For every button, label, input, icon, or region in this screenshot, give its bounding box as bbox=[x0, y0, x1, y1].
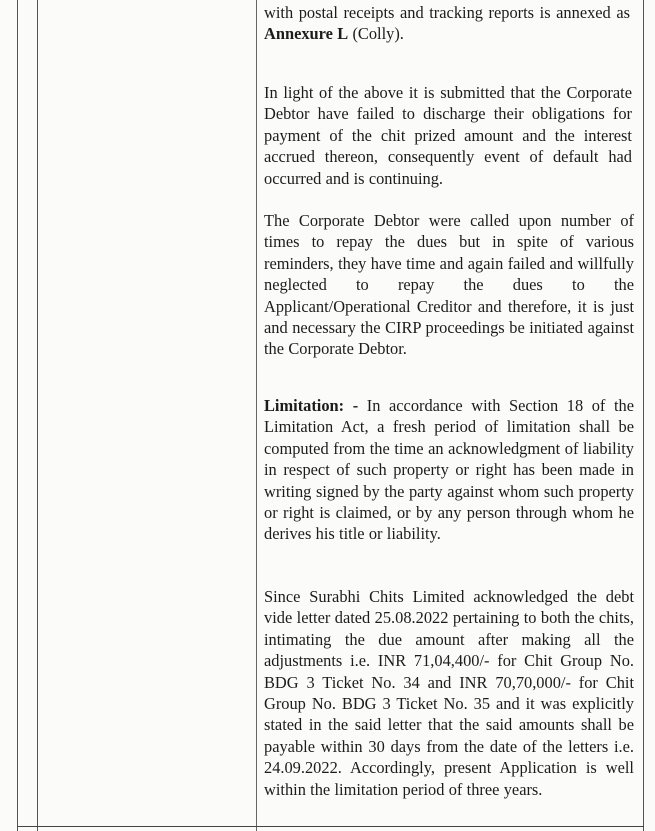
table-column-divider-1 bbox=[37, 0, 38, 831]
limitation-text: In accordance with Section 18 of the Limitation Act, a fresh period of limitation shall be computed from the time an acknowledgment of liability in respect of such property or right has been made in writing signed by the party against whom such property or right is claimed, or by any person through whom he derives his title or liability. bbox=[264, 396, 634, 544]
paragraph-annexure-suffix: (Colly). bbox=[348, 24, 404, 44]
paragraph-reminders: The Corporate Debtor were called upon number of times to repay the dues but in spite of various reminders, they have time and again failed and willfully neglected to repay the dues to the Applicant/Operational Creditor and therefore, it is just and necessary the CIRP proceedings be initiated against the Corporate Debtor. bbox=[264, 211, 634, 359]
paragraph-default: In light of the above it is submitted that the Corporate Debtor have failed to discharge their obligations for payment of the chit prized amount and the interest accrued thereon, consequently event of default had occurred and is continuing. bbox=[264, 83, 632, 188]
paragraph-limitation bbox=[264, 395, 634, 545]
table-border-bottom bbox=[17, 826, 644, 827]
paragraph-annexure-text: with postal receipts and tracking reports is annexed as bbox=[264, 3, 630, 22]
table-border-right bbox=[643, 0, 644, 831]
paragraph-annexure bbox=[264, 2, 630, 45]
table-border-left bbox=[17, 0, 18, 831]
table-column-divider-2 bbox=[256, 0, 257, 831]
annexure-label: Annexure L bbox=[264, 24, 349, 44]
limitation-heading: Limitation: - bbox=[264, 396, 359, 415]
paragraph-acknowledgment: Since Surabhi Chits Limited acknowledged the debt vide letter dated 25.08.2022 pertaining to both the chits, intimating the due amount after making all the adjustments i.e. INR 71,04,400/- for Chit Group No. BDG 3 Ticket No. 34 and INR 70,70,000/- for Chit Group No. BDG 3 Ticket No. 35 and it was explicitly stated in the said letter that the said amounts shall be payable within 30 days from the date of the letters i.e. 24.09.2022. Accordingly, present Application is well within the limitation period of three years. bbox=[264, 587, 634, 799]
